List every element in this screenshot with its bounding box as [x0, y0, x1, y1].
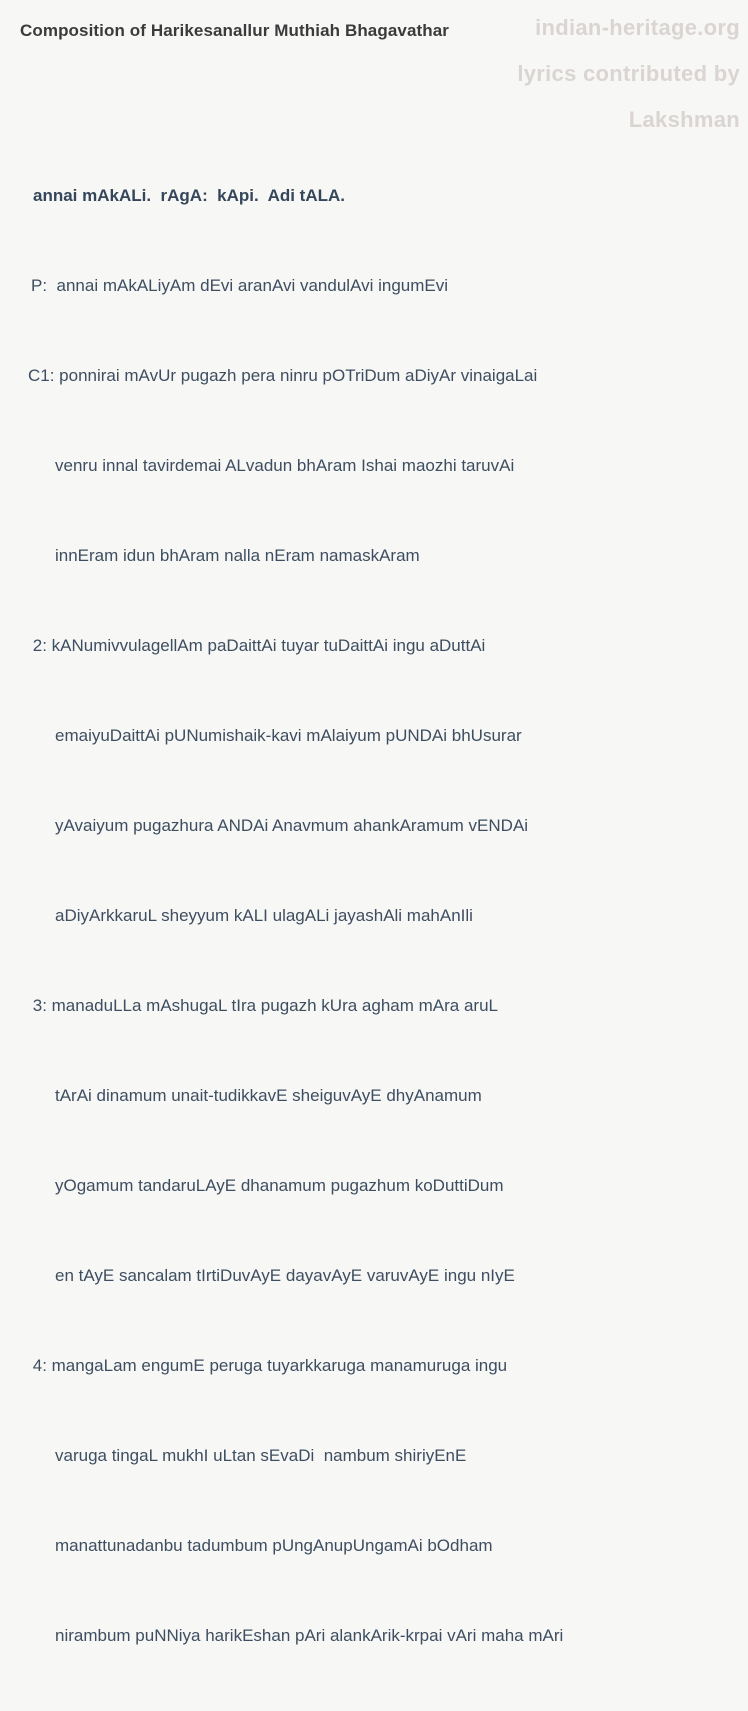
lyric-line: en tAyE sancalam tIrtiDuvAyE dayavAyE varuvAyE ingu nIyE: [55, 1266, 515, 1285]
lyric-line-charanam3: 3: manaduLLa mAshugaL tIra pugazh kUra agham mAra aruL: [28, 996, 498, 1015]
lyric-line: varuga tingaL mukhI uLtan sEvaDi nambum shiriyEnE: [55, 1446, 467, 1465]
lyric-line-charanam1: C1: ponnirai mAvUr pugazh pera ninru pOTriDum aDiyAr vinaigaLai: [28, 366, 538, 385]
lyric-line-charanam2: 2: kANumivvulagellAm paDaittAi tuyar tuDaittAi ingu aDuttAi: [28, 636, 486, 655]
page-title: Composition of Harikesanallur Muthiah Bhagavathar: [20, 21, 450, 40]
lyric-line: yOgamum tandaruLAyE dhanamum pugazhum koDuttiDum: [55, 1176, 504, 1195]
watermark-contributor: Lakshman: [628, 107, 740, 132]
lyric-line: tArAi dinamum unait-tudikkavE sheiguvAyE dhyAnamum: [55, 1086, 482, 1105]
lyric-line: innEram idun bhAram nalla nEram namaskAram: [55, 546, 420, 565]
lyric-line: nirambum puNNiya harikEshan pAri alankArik-krpai vAri maha mAri: [55, 1626, 564, 1645]
watermark-credit: lyrics contributed by: [517, 61, 740, 86]
watermark-site: indian-heritage.org: [535, 15, 740, 40]
lyric-line-pallavi: P: annai mAkALiyAm dEvi aranAvi vandulAvi ingumEvi: [31, 276, 449, 295]
song-title-line: annai mAkALi. rAgA: kApi. Adi tALA.: [33, 186, 345, 205]
lyric-line: emaiyuDaittAi pUNumishaik-kavi mAlaiyum pUNDAi bhUsurar: [55, 726, 522, 745]
lyrics-block: [28, 121, 738, 1711]
lyric-line-charanam4: 4: mangaLam engumE peruga tuyarkkaruga manamuruga ingu: [28, 1356, 508, 1375]
lyric-line: manattunadanbu tadumbum pUngAnupUngamAi bOdham: [55, 1536, 493, 1555]
lyric-line: venru innal tavirdemai ALvadun bhAram Ishai maozhi taruvAi: [55, 456, 515, 475]
lyric-line: aDiyArkkaruL sheyyum kALI ulagALi jayashAli mahAnIli: [55, 906, 473, 925]
lyric-line: yAvaiyum pugazhura ANDAi Anavmum ahankAramum vENDAi: [55, 816, 529, 835]
